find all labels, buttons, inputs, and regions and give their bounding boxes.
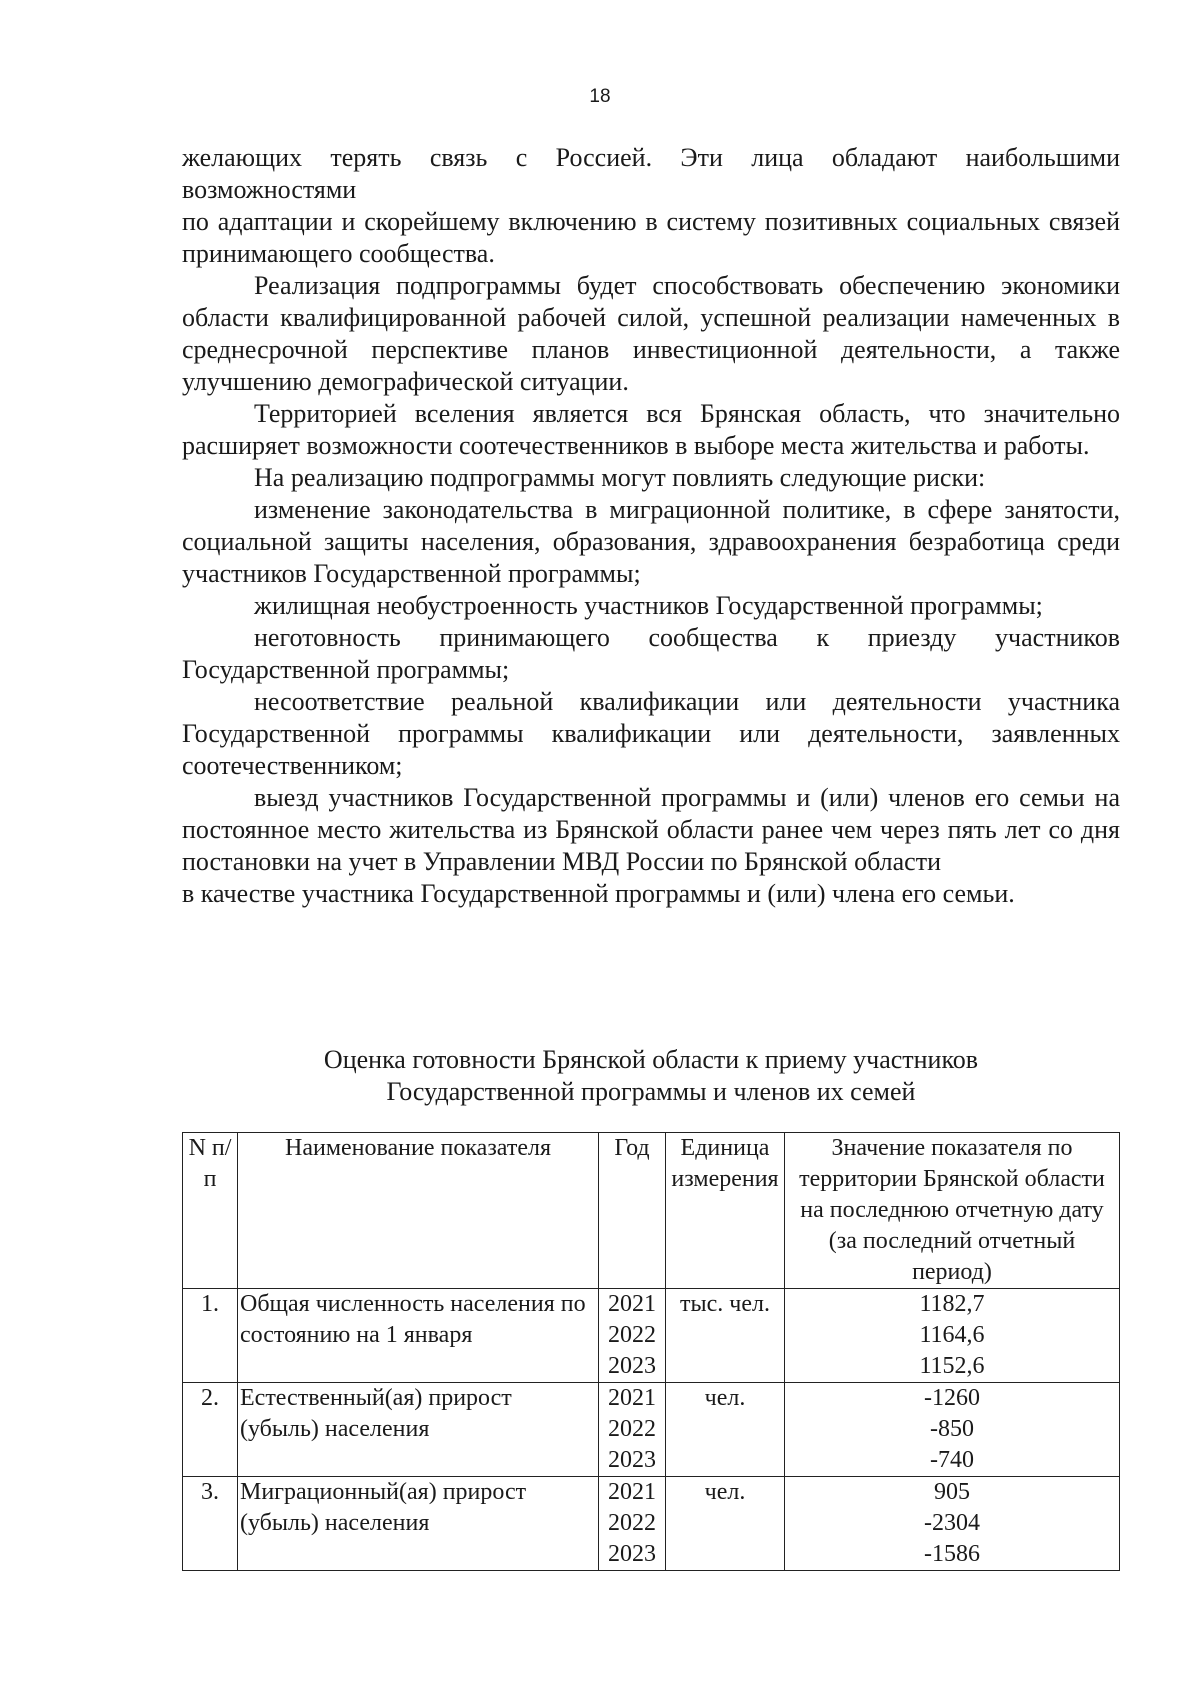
year-cell: 2023 [608,1541,656,1567]
year-cell: 2023 [608,1353,656,1379]
row-unit: чел. [666,1477,785,1571]
value-cell: -740 [930,1447,974,1473]
row-years [599,1289,666,1383]
row-num: 1. [183,1289,238,1383]
row-num: 3. [183,1477,238,1571]
table-caption-line: Государственной программы и членов их семей [386,1077,916,1106]
row-name: Естественный(ая) прирост (убыль) населения [238,1383,599,1477]
row-years [599,1477,666,1571]
table-header-row [183,1133,1120,1289]
value-cell: 1164,6 [919,1322,985,1348]
risk-item: изменение законодательства в миграционной политике, в сфере занятости, социальной защиты населения, образования, здравоохранения безработица среди участников Государственной программы; [182,495,1120,588]
table-caption [182,1044,1120,1108]
value-cell: 905 [934,1479,970,1505]
value-cell: -1260 [924,1385,980,1411]
value-cell: -2304 [924,1510,980,1536]
value-cell: -1586 [924,1541,980,1567]
row-values [785,1383,1120,1477]
year-cell: 2022 [608,1416,656,1442]
year-cell: 2021 [608,1291,656,1317]
header-unit: Единица измерения [666,1133,785,1289]
readiness-table [182,1132,1120,1571]
year-cell: 2022 [608,1510,656,1536]
body-text [182,142,1120,910]
paragraph: по адаптации и скорейшему включению в систему позитивных социальных связей принимающего сообщества. [182,207,1120,268]
row-years [599,1383,666,1477]
paragraph: На реализацию подпрограммы могут повлиять следующие риски: [254,463,986,492]
year-cell: 2022 [608,1322,656,1348]
risk-item: жилищная необустроенность участников Государственной программы; [254,591,1043,620]
table-caption-line: Оценка готовности Брянской области к приему участников [323,1045,979,1074]
header-value: Значение показателя по территории Брянской области на последнюю отчетную дату (за последний отчетный период) [785,1133,1120,1289]
row-num: 2. [183,1383,238,1477]
value-cell: 1182,7 [919,1291,985,1317]
risk-item: неготовность принимающего сообщества к приезду участников Государственной программы; [182,623,1120,684]
risk-item: выезд участников Государственной программы и (или) членов его семьи на постоянное место жительства из Брянской области ранее чем через пять лет со дня постановки на учет в Управлении МВД России по Брянской области [182,783,1120,876]
paragraph: Реализация подпрограммы будет способствовать обеспечению экономики области квалифицированной рабочей силой, успешной реализации намеченных в среднесрочной перспективе планов инвестиционной деятельности, а также улучшению демографической ситуации. [182,271,1120,396]
paragraph: желающих терять связь с Россией. Эти лица обладают наибольшими возможностями [182,143,1120,204]
header-year: Год [599,1133,666,1289]
row-unit: тыс. чел. [666,1289,785,1383]
row-unit: чел. [666,1383,785,1477]
table-row [183,1383,1120,1477]
risk-item: несоответствие реальной квалификации или деятельности участника Государственной программы квалификации или деятельности, заявленных соотечественником; [182,687,1120,780]
header-name: Наименование показателя [238,1133,599,1289]
table-row [183,1477,1120,1571]
year-cell: 2023 [608,1447,656,1473]
year-cell: 2021 [608,1385,656,1411]
row-values [785,1477,1120,1571]
value-cell: -850 [930,1416,974,1442]
row-name: Миграционный(ая) прирост (убыль) населения [238,1477,599,1571]
page-number: 18 [589,86,611,107]
table-row [183,1289,1120,1383]
header-num: N п/п [183,1133,238,1289]
year-cell: 2021 [608,1479,656,1505]
paragraph: Территорией вселения является вся Брянская область, что значительно расширяет возможности соотечественников в выборе места жительства и работы. [182,399,1120,460]
value-cell: 1152,6 [919,1353,985,1379]
row-values [785,1289,1120,1383]
paragraph: в качестве участника Государственной программы и (или) члена его семьи. [182,879,1015,908]
row-name: Общая численность населения по состоянию на 1 января [238,1289,599,1383]
